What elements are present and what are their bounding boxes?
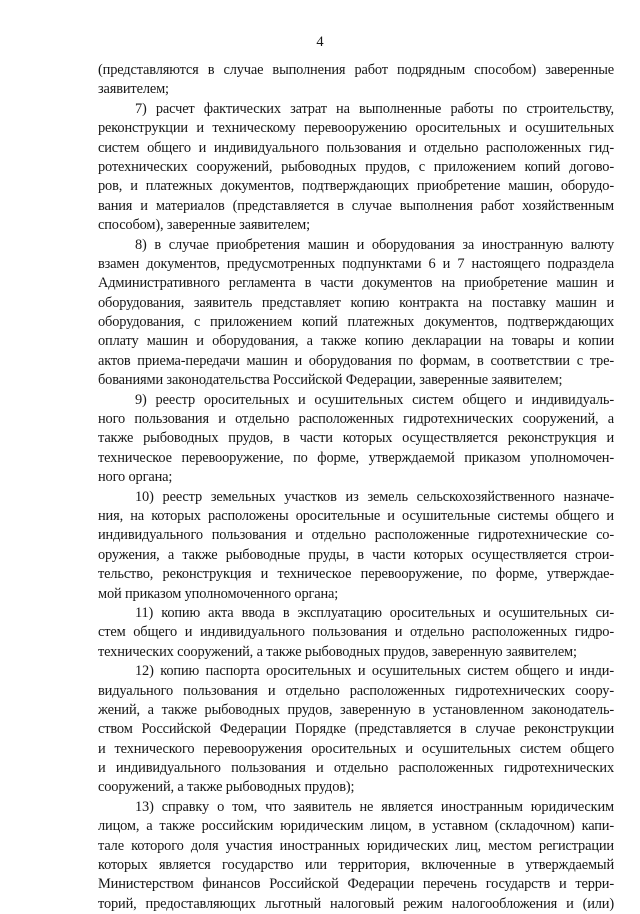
text-line: оборудования, с приложением копий платежных документов, подтверждающих — [98, 314, 614, 331]
text-line: заявителем; — [98, 81, 169, 98]
text-line: способом), заверенные заявителем; — [98, 217, 310, 234]
text-line: 13) справку о том, что заявитель не является иностранным юридическим — [135, 798, 614, 815]
text-line: оборудования, заявитель представляет копию контракта на поставку машин и — [98, 294, 614, 311]
text-line: Министерством финансов Российской Федерации перечень государств и терри- — [98, 876, 614, 893]
text-line: 8) в случае приобретения машин и оборудования за иностранную валюту — [135, 236, 614, 253]
text-line: 9) реестр оросительных и осушительных систем общего и индивидуаль- — [135, 391, 614, 408]
text-line: мой приказом уполномоченного органа; — [98, 585, 339, 602]
text-line: лицом, а также российским юридическим лицом, в уставном (складочном) капи- — [98, 818, 614, 835]
text-line: ров, и платежных документов, подтверждающих приобретение машин, оборудо- — [98, 178, 614, 195]
text-line: торий, предоставляющих льготный налоговый режим налогообложения и (или) — [98, 895, 614, 912]
text-line: тале которого доля участия иностранных юридических лиц, местом регистрации — [98, 837, 614, 854]
text-line: технических сооружений, а также рыбоводных прудов, заверенную заявителем; — [98, 643, 577, 660]
text-line: актов приема-передачи машин и оборудования по формам, в соответствии с тре- — [98, 352, 614, 369]
text-line: стем общего и индивидуального пользования и отдельно расположенных гидро- — [98, 624, 614, 641]
text-line: вания и материалов (представляется в случае выполнения работ хозяйственным — [98, 197, 614, 214]
text-line: ния, на которых расположены оросительные и осушительные системы общего и — [98, 507, 614, 524]
text-line: 11) копию акта ввода в эксплуатацию оросительных и осушительных си- — [135, 604, 614, 621]
text-line: тельство, реконструкция и техническое перевооружение, по форме, утверждае- — [98, 566, 614, 583]
text-line: 7) расчет фактических затрат на выполненные работы по строительству, — [135, 100, 614, 117]
text-line: Административного регламента в части документов на приобретение машин и — [98, 275, 614, 292]
body-text — [98, 61, 614, 914]
text-line: жений, а также рыбоводных прудов, заверенную в установленном законодатель- — [98, 701, 614, 718]
page-number: 4 — [316, 34, 324, 50]
text-line: ством Российской Федерации Порядке (представляется в случае реконструкции — [98, 721, 614, 738]
text-line: ного пользования и отдельно расположенных гидротехнических сооружений, а — [98, 411, 614, 428]
text-line: и индивидуального пользования и отдельно расположенных гидротехнических — [98, 760, 614, 777]
text-line: оружения, а также рыбоводные пруды, в части которых осуществляется строи- — [98, 546, 614, 563]
text-line: 12) копию паспорта оросительных и осушительных систем общего и инди- — [135, 663, 614, 680]
text-line: ротехнических сооружений, рыбоводных прудов, с приложением копий догово- — [98, 158, 614, 175]
text-line: и технического перевооружения оросительных и осушительных систем общего — [98, 740, 614, 757]
text-line: (представляются в случае выполнения работ подрядным способом) заверенные — [98, 62, 614, 78]
text-line: бованиями законодательства Российской Федерации, заверенные заявителем; — [98, 372, 563, 389]
text-line: взамен документов, предусмотренных подпунктами 6 и 7 настоящего подраздела — [98, 255, 614, 272]
text-line: индивидуального пользования и отдельно расположенные гидротехнические со- — [98, 527, 614, 544]
text-line: также рыбоводных прудов, в части которых осуществляется реконструкция и — [98, 430, 614, 447]
text-line: ного органа; — [98, 469, 173, 486]
text-line: техническое перевооружение, по форме, утверждаемой приказом уполномочен- — [98, 449, 614, 466]
text-line: видуального пользования и отдельно расположенных гидротехнических соору- — [98, 682, 614, 699]
text-line: 10) реестр земельных участков из земель сельскохозяйственного назначе- — [135, 488, 614, 505]
text-line: систем общего и индивидуального пользования и отдельно расположенных гид- — [98, 139, 614, 156]
text-line: реконструкции и техническому перевооружению оросительных и осушительных — [98, 120, 614, 137]
text-line: которых является государство или территория, включенные в утверждаемый — [98, 857, 614, 874]
text-line: сооружений, а также рыбоводных прудов); — [98, 779, 355, 796]
text-line: оплату машин и оборудования, а также копию декларации на товары и копии — [98, 333, 614, 350]
